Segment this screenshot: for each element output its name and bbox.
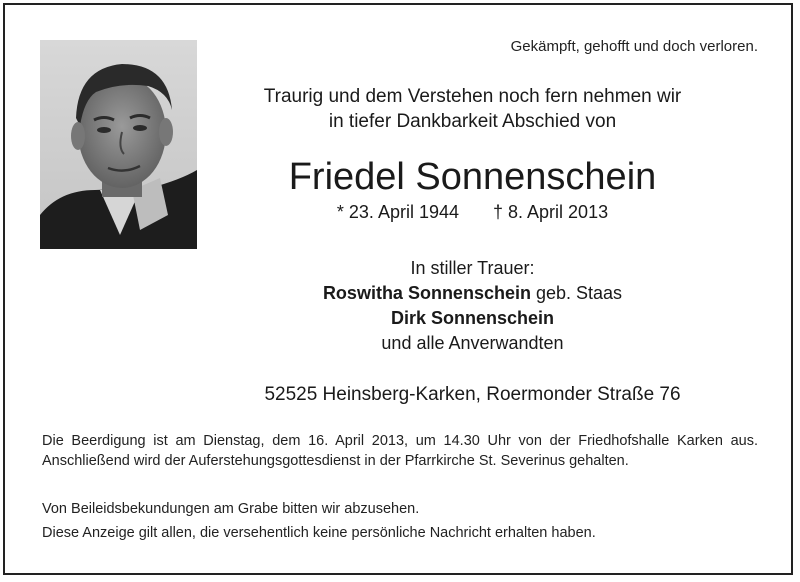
mourner-1-name: Roswitha Sonnenschein xyxy=(322,283,531,303)
mourner-2-name: Dirk Sonnenschein xyxy=(390,308,555,328)
motto-text: Gekämpft, gehofft und doch verloren. xyxy=(510,38,758,55)
funeral-paragraph: Die Beerdigung ist am Dienstag, dem 16. April 2013, um 14.30 Uhr von der Friedhofshalle Karken aus. Anschließend wird der Auferstehungsgottesdienst in der Pfarrkirche St. Severinus gehalten. xyxy=(42,433,758,469)
birth-date: * 23. April 1944 xyxy=(336,202,459,222)
deceased-name: Friedel Sonnenschein xyxy=(288,156,657,198)
intro-line-2: in tiefer Dankbarkeit Abschied von xyxy=(328,111,617,132)
death-date: † 8. April 2013 xyxy=(493,202,609,222)
mourner-2 xyxy=(205,306,740,331)
mourning-heading: In stiller Trauer: xyxy=(410,258,535,278)
mourners-block xyxy=(205,256,740,356)
condolence-paragraph: Von Beileidsbekundungen am Grabe bitten wir abzusehen. xyxy=(42,501,420,517)
intro-line-1: Traurig und dem Verstehen noch fern nehmen wir xyxy=(263,86,682,107)
mourning-closing: und alle Anverwandten xyxy=(381,333,564,353)
intro-text xyxy=(205,84,740,134)
life-dates xyxy=(205,202,740,223)
notice-paragraph: Diese Anzeige gilt allen, die versehentlich keine persönliche Nachricht erhalten haben. xyxy=(42,525,596,541)
portrait-photo xyxy=(40,40,197,249)
mourner-1-suffix: geb. Staas xyxy=(530,283,623,303)
mourner-1 xyxy=(205,281,740,306)
address-line: 52525 Heinsberg-Karken, Roermonder Straße 76 xyxy=(264,384,681,405)
